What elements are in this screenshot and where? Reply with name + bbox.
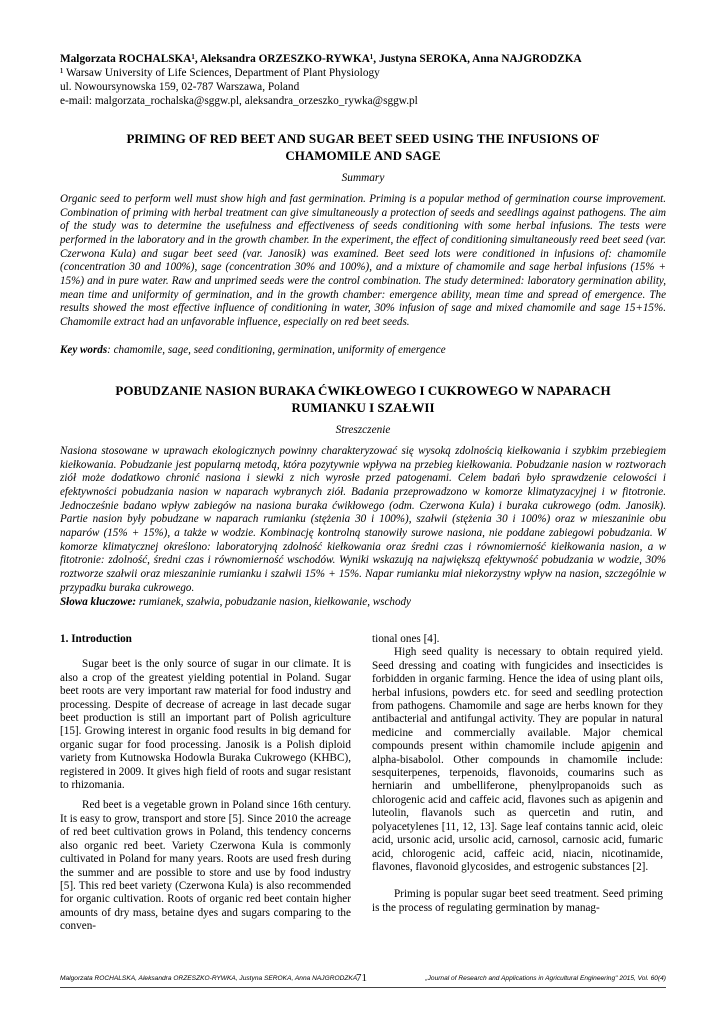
author-list: Malgorzata ROCHALSKA¹, Aleksandra ORZESZKO-RYWKA¹, Justyna SEROKA, Anna NAJGRODZKA — [60, 53, 582, 65]
right-paragraph-1-text-b: and alpha-bisabolol. Other compounds in chamomile include: sesquiterpenes, terpenoids, flavonoids, coumarins such as herniarin and umbelliferone, phenylpropanoids such as chlorogenic acid and caffeic acid, flavones such as apigenin and luteolin, flavanols such as quercetin and rutin, and polyacetylenes [11, 12, 13]. Sage leaf contains tannic acid, oleic acid, ursonic acid, ursolic acid, carnosol, carnosic acid, fumaric acid, chlorogenic acid, caffeic acid, niacin, nicotinamide, flavones, flavonoid glycosides, and estrogenic substances [2]. — [372, 740, 664, 873]
english-title — [60, 130, 666, 164]
polish-keywords — [60, 596, 666, 610]
summary-label: Summary — [341, 172, 385, 184]
english-abstract: Organic seed to perform well must show high and fast germination. Priming is a popular method of germination course improvement. Combination of priming with herbal treatment can give simultaneously a protection of seeds and seedlings against pathogens. The aim of the study was to determine the usefulness and effectiveness of seeds conditioning with some herbal infusions. The tests were performed in the laboratory and in the growth chamber. In the experiment, the effect of conditioning simultaneously reed beet seed (var. Czerwona Kula) and sugar beet seed (var. Janosik) was examined. Beet seed lots were conditioned in infusions of: chamomile (concentration 30 and 100%), sage (concentration 30% and 100%), and a mixture of chamomile and sage herbal infusions (15% + 15%) and in pure water. Raw and unprimed seeds were the control combination. The study determined: laboratory germination ability, mean time and uniformity of germination, and in the growth chamber: emergence ability, mean time and spread of emergence. The results showed the most effective influence of conditioning in water, 30% infusion of sage and mixed chamomile and sage 15+15%. Chamomile extract had an unfavorable influence, especially on red beet seeds. — [60, 193, 666, 328]
polish-title-line-1: POBUDZANIE NASION BURAKA ĆWIKŁOWEGO I CUKROWEGO W NAPARACH — [115, 383, 611, 398]
english-keywords — [60, 344, 666, 358]
footer-rule — [60, 987, 666, 988]
english-title-line-1: PRIMING OF RED BEET AND SUGAR BEET SEED USING THE INFUSIONS OF — [126, 131, 600, 146]
left-paragraph-2: Red beet is a vegetable grown in Poland since 16th century. It is easy to grow, transport and store [5]. Since 2010 the acreage of red beet cultivation grows in Poland, this tendency concerns also organic red beet. Variety Czerwona Kula is commonly cultivated in Poland for many years. Roots are used fresh during the summer and are possible to store and use by food industry [5]. This red beet variety (Czerwona Kula) is also recommended for organic cultivation. Roots of organic red beet contain higher amounts of dry mass, betaine dyes and sugars comparing to the conven- — [60, 799, 351, 933]
polish-abstract: Nasiona stosowane w uprawach ekologicznych powinny charakteryzować się wysoką zdolnością kiełkowania i szybkim przebiegiem kiełkowania. Pobudzanie jest popularną metodą, która pozytywnie wpływa na przebieg kiełkowania. Pobudzanie nasion w roztworach ziół może dodatkowo chronić nasiona i siewki z nich wyrosłe przed patogenami. Celem badań było sprawdzenie celowości i efektywności pobudzania nasion w naparach wybranych ziół. Badania przeprowadzono w komorze klimatyzacyjnej i w fitotronie. Jednocześnie badano wpływ zabiegów na nasiona buraka ćwikłowego (odm. Czerwona Kula) i buraka cukrowego (odm. Janosik). Partie nasion były pobudzane w naparach rumianku (stężenia 30 i 100%), szałwii (stężenia 30 i 100%) oraz w mieszaninie obu naparów (15% + 15%), a także w wodzie. Kombinację kontrolną stanowiły surowe nasiona, nie poddane zabiegowi pobudzania. W komorze klimatycznej określono: laboratoryjną zdolność kiełkowania oraz średni czas i równomierność kiełkowania nasion, a w fitotronie: zdolność, średni czas i równomierność wschodów. Wyniki wskazują na największą efektywność pobudzania w wodzie, 30% roztworze szałwii oraz mieszaninie rumianku i szałwii 15% + 15%. Napar rumianku miał niekorzystny wpływ na nasion, szczególnie w przypadku buraka cukrowego. — [60, 445, 666, 594]
right-paragraph-1-text-a: High seed quality is necessary to obtain required yield. Seed dressing and coating with fungicides and insecticides is forbidden in organic farming. Hence the idea of using plant oils, herbal infusions, powders etc. for seed and seedling protection from pathogens. Chamomile and sage are herbs known for they antibacterial and antifungal activity. They are popular in natural medicine and commercially available. Major chemical compounds present within chamomile include — [372, 646, 663, 753]
footer-journal: „Journal of Research and Applications in Agricultural Engineering" 2015, Vol. 60(4) — [425, 975, 666, 982]
left-paragraph-1: Sugar beet is the only source of sugar in our climate. It is also a crop of the greatest yielding potential in Poland. Sugar beet roots are very important raw material for food industry and processing. Despite of decrease of acreage in last decade sugar beet production is still an important part of Polish agriculture [15]. Growing interest in organic food results in big demand for organic sugar for food processing. Janosik is a Polish diploid variety from Kutnowska Hodowla Buraka Cukrowego (KHBC), registered in 2009. It gives high field of roots and sugar resistant to rhizomania. — [60, 658, 351, 792]
footer-authors: Malgorzata ROCHALSKA, Aleksandra ORZESZKO-RYWKA, Justyna SEROKA, Anna NAJGRODZKA — [60, 975, 358, 982]
right-column — [372, 633, 663, 915]
keywords-label: Key words — [60, 344, 108, 356]
email-line: e-mail: malgorzata_rochalska@sggw.pl, aleksandra_orzeszko_rywka@sggw.pl — [60, 95, 418, 107]
right-paragraph-0: tional ones [4]. — [372, 633, 440, 645]
polish-keywords-label: Słowa kluczowe: — [60, 596, 137, 608]
right-paragraph-1 — [372, 646, 663, 874]
apigenin-link: apigenin — [601, 740, 640, 753]
polish-title-line-2: RUMIANKU I SZAŁWII — [291, 400, 435, 415]
english-title-line-2: CHAMOMILE AND SAGE — [285, 148, 441, 163]
keywords-text: : chamomile, sage, seed conditioning, germination, uniformity of emergence — [107, 344, 446, 356]
polish-title — [60, 382, 666, 416]
address-line: ul. Nowoursynowska 159, 02-787 Warszawa, Poland — [60, 81, 300, 93]
affiliation-block — [60, 66, 680, 108]
polish-keywords-text: rumianek, szałwia, pobudzanie nasion, kiełkowanie, wschody — [136, 596, 411, 608]
right-paragraph-2: Priming is popular sugar beet seed treatment. Seed priming is the process of regulating germination by manag- — [372, 888, 663, 914]
streszczenie-label: Streszczenie — [335, 424, 391, 436]
affiliation-line: ¹ Warsaw University of Life Sciences, Department of Plant Physiology — [60, 67, 380, 79]
intro-heading: 1. Introduction — [60, 633, 132, 645]
left-column — [60, 633, 351, 934]
page-number: 71 — [356, 972, 367, 984]
page-footer — [60, 972, 666, 995]
